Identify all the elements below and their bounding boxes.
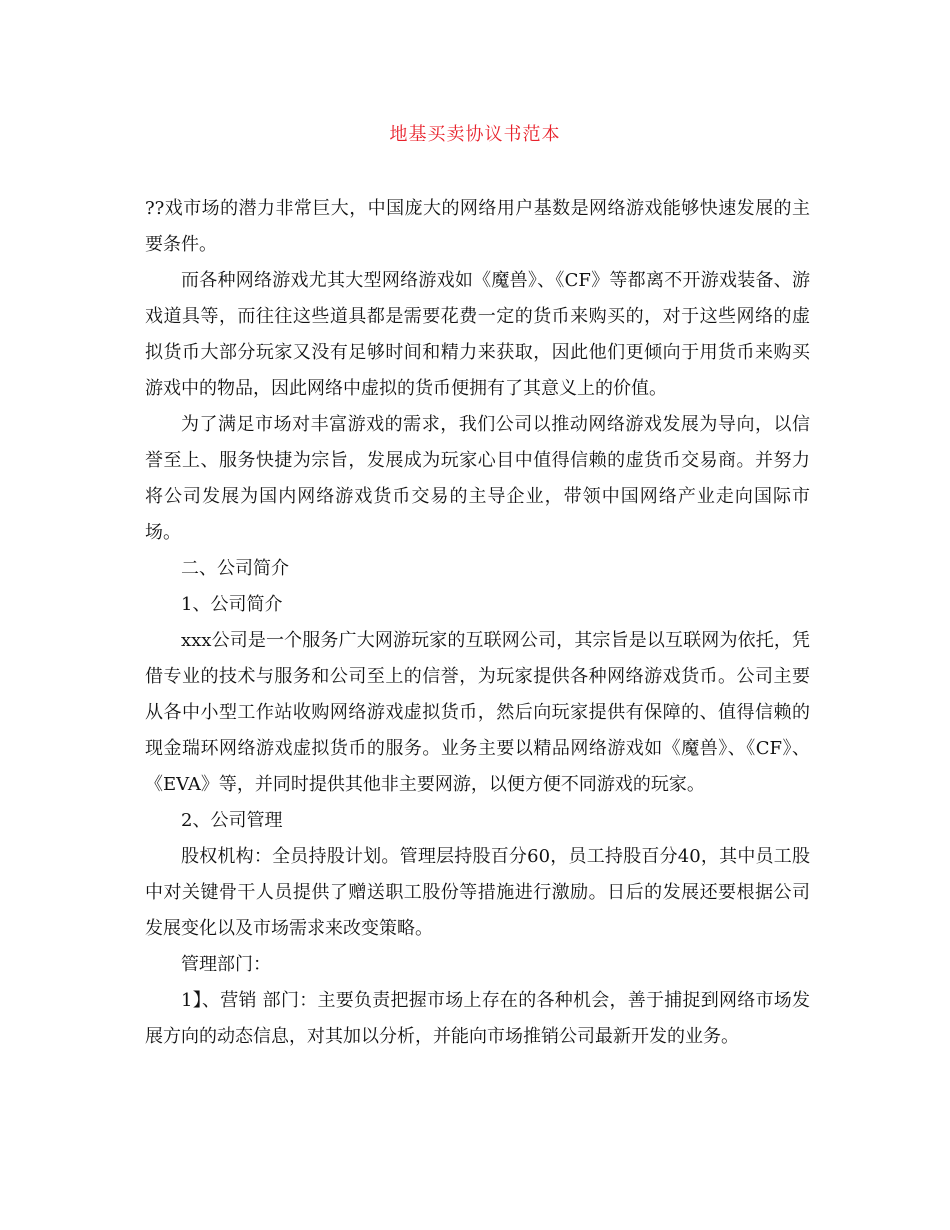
- paragraph-management-departments: 管理部门：: [181, 954, 271, 975]
- subsection-heading-company-intro: 1、公司简介: [181, 594, 283, 615]
- paragraph-equity-structure: 股权机构：全员持股计划。管理层持股百分60，员工持股百分40，其中员工股中对关键骨干人员提供了赠送职工股份等措施进行激励。日后的发展还要根据公司发展变化以及市场需求来改变策略。: [145, 846, 810, 939]
- document-title: 地基买卖协议书范本: [389, 124, 561, 145]
- subsection-heading-company-management: 2、公司管理: [181, 810, 283, 831]
- paragraph-virtual-currency: 而各种网络游戏尤其大型网络游戏如《魔兽》、《CF》等都离不开游戏装备、游戏道具等，而往往这些道具都是需要花费一定的货币来购买的，对于这些网络的虚拟货币大部分玩家又没有足够时间和精力来获取，因此他们更倾向于用货币来购买游戏中的物品，因此网络中虚拟的货币便拥有了其意义上的价值。: [145, 270, 810, 399]
- section-heading-company-intro: 二、公司简介: [181, 558, 289, 579]
- paragraph-company-mission: 为了满足市场对丰富游戏的需求，我们公司以推动网络游戏发展为导向，以信誉至上、服务快捷为宗旨，发展成为玩家心目中值得信赖的虚货币交易商。并努力将公司发展为国内网络游戏货币交易的主导企业，带领中国网络产业走向国际市场。: [145, 414, 810, 543]
- paragraph-company-description: xxx公司是一个服务广大网游玩家的互联网公司，其宗旨是以互联网为依托，凭借专业的技术与服务和公司至上的信誉，为玩家提供各种网络游戏货币。公司主要从各中小型工作站收购网络游戏虚拟货币，然后向玩家提供有保障的、值得信赖的现金瑞环网络游戏虚拟货币的服务。业务主要以精品网络游戏如《魔兽》、《CF》、《EVA》等，并同时提供其他非主要网游，以便方便不同游戏的玩家。: [145, 630, 810, 795]
- paragraph-marketing-department: 1】、营销 部门：主要负责把握市场上存在的各种机会，善于捕捉到网络市场发展方向的动态信息，对其加以分析，并能向市场推销公司最新开发的业务。: [145, 990, 810, 1047]
- paragraph-market-potential: ??戏市场的潜力非常巨大，中国庞大的网络用户基数是网络游戏能够快速发展的主要条件。: [145, 198, 810, 255]
- document-body: [145, 191, 810, 1055]
